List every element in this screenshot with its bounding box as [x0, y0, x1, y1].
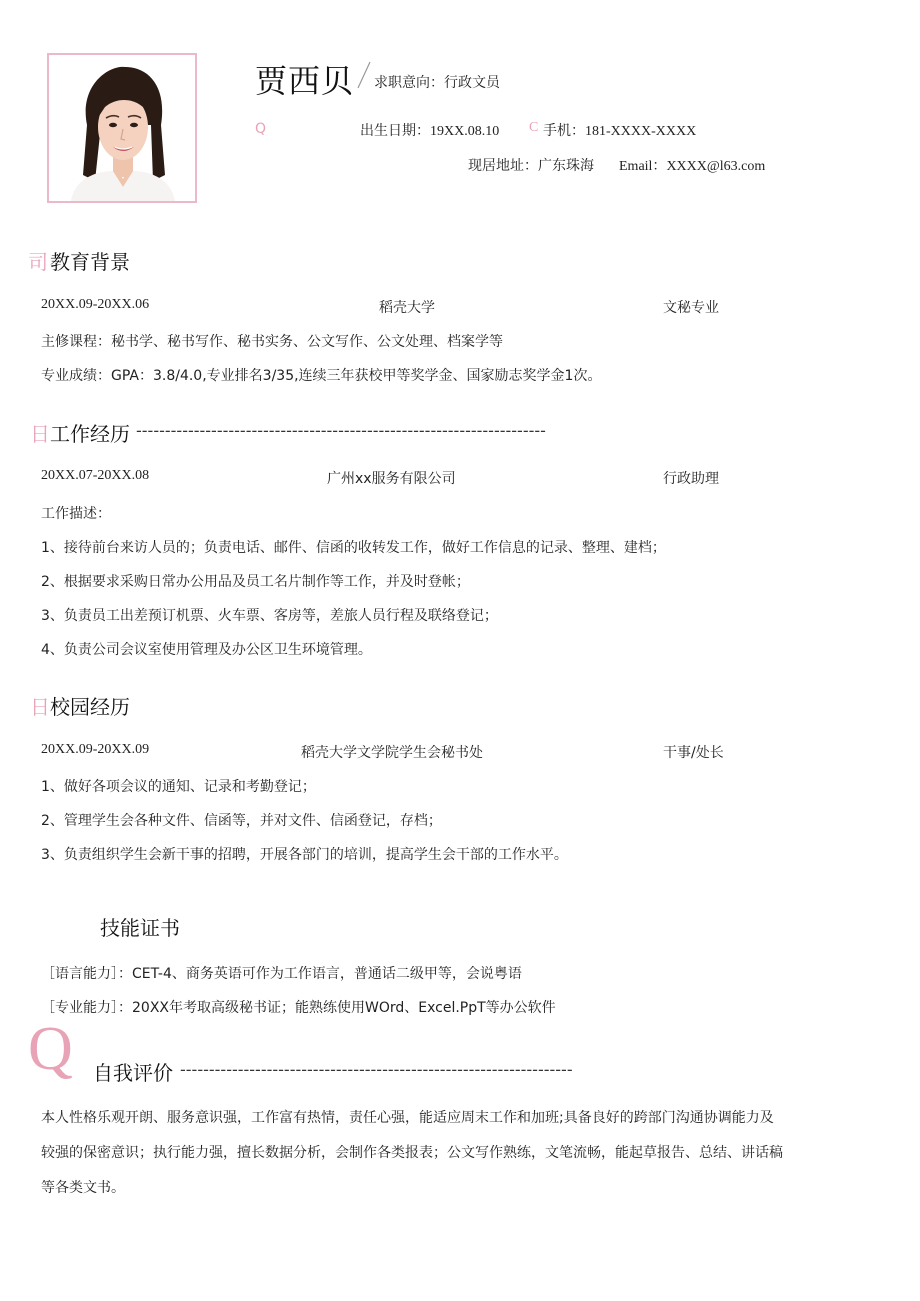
self-eval-line: 较强的保密意识；执行能力强，擅长数据分析，会制作各类报表；公文写作熟练，文笔流畅，能起草报告、总结、讲话稿	[41, 1145, 783, 1161]
education-courses: 主修课程：秘书学、秘书写作、秘书实务、公文写作、公文处理、档案学等	[41, 334, 503, 350]
work-icon: 日	[30, 422, 50, 446]
birth-value: 19XX.08.10	[430, 124, 500, 139]
portrait-image	[49, 55, 195, 201]
candidate-name: 贾西贝	[255, 62, 355, 100]
address-value: 广东珠海	[538, 158, 594, 174]
education-school: 稻壳大学	[379, 300, 435, 316]
work-item: 4、负责公司会议室使用管理及办公区卫生环境管理。	[41, 642, 372, 658]
campus-item: 2、管理学生会各种文件、信函等，并对文件、信函登记，存档；	[41, 813, 442, 829]
work-period: 20XX.07-20XX.08	[41, 468, 150, 483]
education-period: 20XX.09-20XX.06	[41, 297, 150, 312]
objective-label: 求职意向：	[374, 75, 444, 91]
work-company: 广州xx服务有限公司	[327, 471, 456, 487]
birth-date	[360, 120, 499, 140]
campus-item: 3、负责组织学生会新干事的招聘，开展各部门的培训，提高学生会干部的工作水平。	[41, 847, 568, 863]
campus-title: 校园经历	[50, 695, 130, 719]
birth-label: 出生日期：	[360, 123, 430, 139]
work-item: 3、负责员工出差预订机票、火车票、客房等，差旅人员行程及联络登记；	[41, 608, 498, 624]
skills-title: 技能证书	[100, 916, 180, 940]
campus-period: 20XX.09-20XX.09	[41, 742, 150, 757]
phone-label: 手机：	[543, 123, 585, 139]
current-address	[468, 155, 594, 175]
skill-professional: ［专业能力］：20XX年考取高级秘书证；能熟练使用WOrd、Excel.PpT等办公软件	[41, 1000, 556, 1016]
self-eval-divider: --------------------------------------------------------------------	[180, 1060, 573, 1079]
slash-divider-icon	[356, 60, 372, 90]
self-eval-line: 本人性格乐观开朗、服务意识强，工作富有热情，责任心强，能适应周末工作和加班;具备良好的跨部门沟通协调能力及	[41, 1110, 774, 1126]
profile-photo	[47, 53, 197, 203]
email-address	[619, 155, 765, 175]
education-title: 教育背景	[50, 250, 130, 274]
self-eval-line: 等各类文书。	[41, 1180, 125, 1196]
work-divider: -----------------------------------------------------------------------	[136, 421, 546, 440]
email-value: XXXX@l63.com	[666, 159, 766, 174]
education-icon: 司	[28, 250, 48, 274]
education-scores: 专业成绩：GPA：3.8/4.0,专业排名3/35,连续三年获校甲等奖学金、国家励志奖学金1次。	[41, 368, 602, 384]
campus-role: 干事/处长	[663, 745, 724, 761]
objective-value: 行政文员	[444, 75, 500, 91]
work-item: 2、根据要求采购日常办公用品及员工名片制作等工作，并及时登帐；	[41, 574, 470, 590]
user-icon: Q	[255, 121, 267, 137]
address-label: 现居地址：	[468, 158, 538, 174]
job-objective	[374, 72, 500, 92]
skill-language: ［语言能力］：CET-4、商务英语可作为工作语言，普通话二级甲等，会说粤语	[41, 966, 522, 982]
phone-number	[543, 120, 696, 140]
work-desc-label: 工作描述：	[41, 506, 111, 522]
phone-icon: C	[529, 120, 539, 135]
education-major: 文秘专业	[663, 300, 719, 316]
self-eval-title: 自我评价	[93, 1061, 173, 1085]
email-label: Email：	[619, 159, 667, 174]
work-role: 行政助理	[663, 471, 719, 487]
campus-icon: 日	[30, 695, 50, 719]
work-title: 工作经历	[50, 422, 130, 446]
campus-org: 稻壳大学文学院学生会秘书处	[301, 745, 483, 761]
phone-value: 181-XXXX-XXXX	[585, 124, 697, 139]
work-item: 1、接待前台来访人员的；负责电话、邮件、信函的收转发工作，做好工作信息的记录、整理、建档；	[41, 540, 666, 556]
campus-item: 1、做好各项会议的通知、记录和考勤登记；	[41, 779, 316, 795]
self-eval-icon: Q	[28, 1015, 73, 1083]
